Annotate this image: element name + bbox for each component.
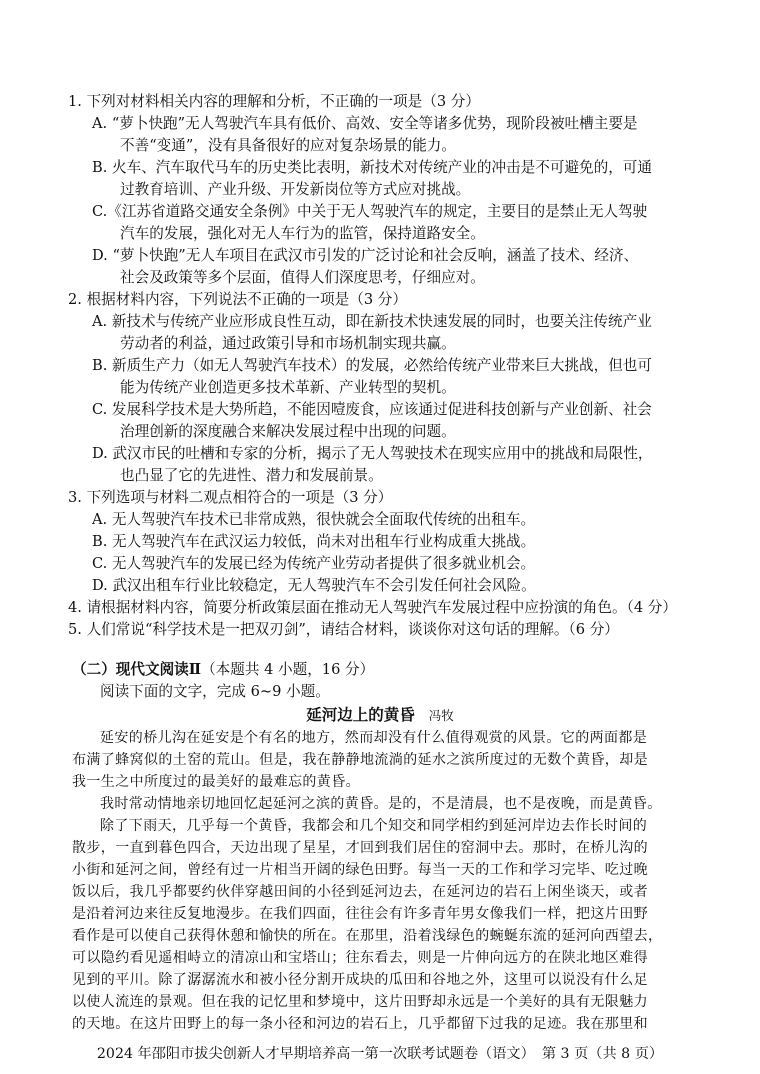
- article-paragraph-3-line-7: 可以隐约看见遥相峙立的清凉山和宝塔山；往东看去，则是一片伸向远方的在陕北地区难得: [72, 950, 648, 966]
- article-paragraph-3-line-6: 看作是可以使自己获得休憩和愉快的所在。在那里，沿着浅绿色的蜿蜒东流的延河向西望去，: [72, 928, 663, 944]
- question-1-option-a-cont: 不善“变通”，没有具备很好的应对复杂场景的能力。: [120, 137, 456, 154]
- section-instruction: 阅读下面的文字，完成 6~9 小题。: [100, 683, 330, 700]
- question-3-option-c: C. 无人驾驶汽车的发展已经为传统产业劳动者提供了很多就业机会。: [92, 555, 536, 572]
- question-2-option-b: B. 新质生产力（如无人驾驶汽车技术）的发展，必然给传统产业带来巨大挑战，但也可: [92, 357, 652, 374]
- article-title: 延河边上的黄昏: [306, 705, 415, 724]
- question-2-stem: 2. 根据材料内容，下列说法不正确的一项是（3 分）: [68, 291, 407, 308]
- question-1-option-d: D. “萝卜快跑”无人车项目在武汉市引发的广泛讨论和社会反响，涵盖了技术、经济、: [92, 247, 639, 264]
- article-paragraph-3-line-10: 的天地。在这片田野上的每一条小径和河边的岩石上，几乎都留下过我的足迹。我在那里和: [72, 1016, 648, 1032]
- article-paragraph-1-line-2: 布满了蜂窝似的土窑的荒山。但是，我在静静地流淌的延水之滨所度过的无数个黄昏，却是: [72, 752, 648, 768]
- question-4-stem: 4. 请根据材料内容，简要分析政策层面在推动无人驾驶汽车发展过程中应扮演的角色。（4 分）: [68, 599, 677, 616]
- section-title: （二）现代文阅读Ⅱ: [72, 661, 202, 678]
- section-heading: [72, 661, 374, 679]
- question-3-option-d: D. 武汉出租车行业比较稳定，无人驾驶汽车不会引发任何社会风险。: [92, 577, 536, 594]
- article-paragraph-1-line-3: 我一生之中所度过的最美好的最难忘的黄昏。: [72, 774, 360, 790]
- article-paragraph-3-line-5: 是沿着河边来往反复地漫步。在我们四面，往往会有许多青年男女像我们一样，把这片田野: [72, 906, 648, 922]
- article-paragraph-2-line-1: 我时常动情地亲切地回忆起延河之滨的黄昏。是的，不是清晨，也不是夜晚，而是黄昏。: [100, 796, 662, 812]
- question-1-option-a: A. “萝卜快跑”无人驾驶汽车具有低价、高效、安全等诸多优势，现阶段被吐槽主要是: [92, 115, 638, 132]
- question-3-option-a: A. 无人驾驶汽车技术已非常成熟，很快就会全面取代传统的出租车。: [92, 511, 536, 528]
- article-author: 冯牧: [428, 708, 454, 723]
- article-paragraph-3-line-2: 散步，一直到暮色四合，天边出现了星星，才回到我们居住的窑洞中去。那时，在桥儿沟的: [72, 840, 648, 856]
- question-2-option-d: D. 武汉市民的吐槽和专家的分析，揭示了无人驾驶技术在现实应用中的挑战和局限性，: [92, 445, 653, 462]
- article-paragraph-3-line-8: 见到的平川。除了潺潺流水和被小径分割开成块的瓜田和谷地之外，这里可以说没有什么足: [72, 972, 648, 988]
- question-3-stem: 3. 下列选项与材料二观点相符合的一项是（3 分）: [68, 489, 393, 506]
- article-paragraph-3-line-1: 除了下雨天，几乎每一个黄昏，我都会和几个知交和同学相约到延河岸边去作长时间的: [100, 818, 648, 834]
- question-2-option-c-cont: 治理创新的深度融合来解决发展过程中出现的问题。: [120, 423, 456, 440]
- question-2-option-a: A. 新技术与传统产业应形成良性互动，即在新技术快速发展的同时，也要关注传统产业: [92, 313, 652, 330]
- question-1-option-c-cont: 汽车的发展，强化对无人车行为的监管，保持道路安全。: [120, 225, 485, 242]
- question-1-option-b: B. 火车、汽车取代马车的历史类比表明，新技术对传统产业的冲击是不可避免的，可通: [92, 159, 652, 176]
- question-1-stem: 1. 下列对材料相关内容的理解和分析，不正确的一项是（3 分）: [68, 93, 480, 110]
- article-paragraph-3-line-9: 以使人流连的景观。但在我的记忆里和梦境中，这片田野却永远是一个美好的具有无限魅力: [72, 994, 648, 1010]
- question-2-option-b-cont: 能为传统产业创造更多技术革新、产业转型的契机。: [120, 379, 456, 396]
- question-2-option-c: C. 发展科学技术是大势所趋，不能因噎废食，应该通过促进科技创新与产业创新、社会: [92, 401, 652, 418]
- article-paragraph-1-line-1: 延安的桥儿沟在延安是个有名的地方，然而却没有什么值得观赏的风景。它的两面都是: [100, 730, 648, 746]
- article-paragraph-3-line-4: 饭以后，我几乎都要约伙伴穿越田间的小径到延河边去，在延河边的岩石上闲坐谈天，或者: [72, 884, 648, 900]
- question-3-option-b: B. 无人驾驶汽车在武汉运力较低，尚未对出租车行业构成重大挑战。: [92, 533, 536, 550]
- question-2-option-a-cont: 劳动者的利益，通过政策引导和市场机制实现共赢。: [120, 335, 456, 352]
- question-1-option-d-cont: 社会及政策等多个层面，值得人们深度思考，仔细应对。: [120, 269, 485, 286]
- article-title-line: [0, 706, 760, 725]
- question-1-option-b-cont: 过教育培训、产业升级、开发新岗位等方式应对挑战。: [120, 181, 471, 198]
- section-meta: （本题共 4 小题，16 分）: [201, 661, 375, 678]
- article-paragraph-3-line-3: 小街和延河之间，曾经有过一片相当开阔的绿色田野。每当一天的工作和学习完毕、吃过晚: [72, 862, 648, 878]
- question-2-option-d-cont: 也凸显了它的先进性、潜力和发展前景。: [120, 467, 383, 484]
- page-footer: 2024 年邵阳市拔尖创新人才早期培养高一第一次联考试题卷（语文） 第 3 页（共 8 页）: [96, 1046, 664, 1062]
- question-5-stem: 5. 人们常说“科学技术是一把双刃剑”，请结合材料，谈谈你对这句话的理解。（6 分）: [68, 621, 619, 638]
- question-1-option-c: C.《江苏省道路交通安全条例》中关于无人驾驶汽车的规定，主要目的是禁止无人驾驶: [92, 203, 648, 220]
